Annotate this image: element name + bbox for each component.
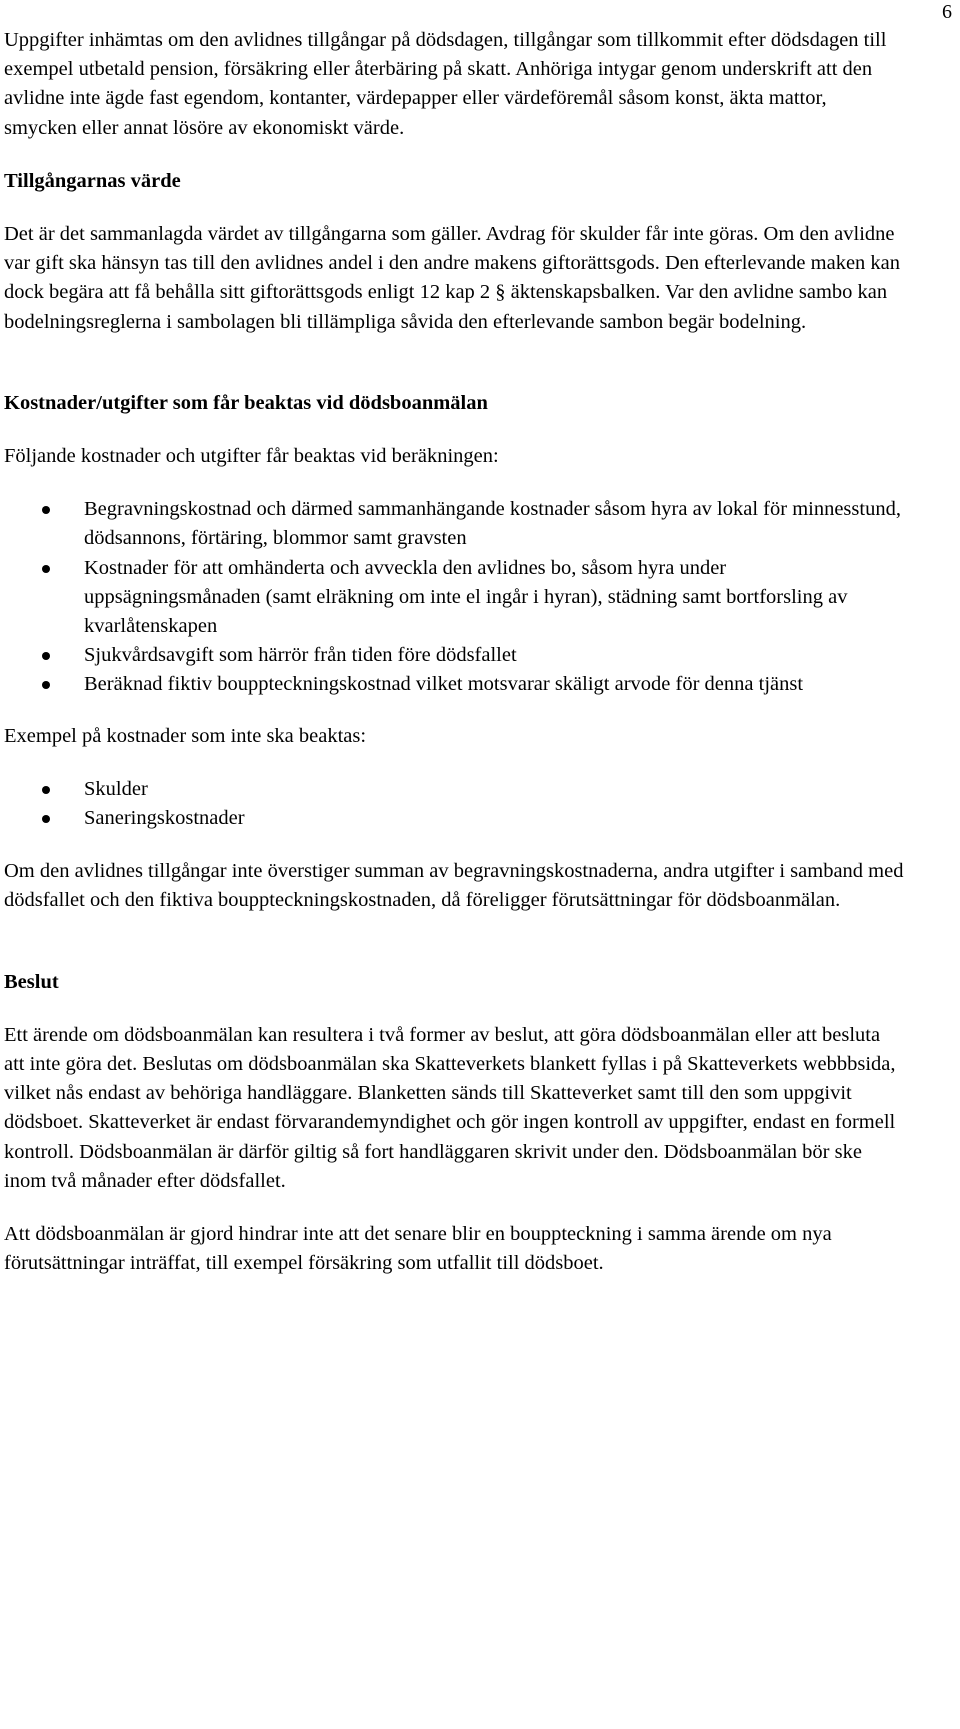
bullet-icon: [42, 786, 50, 794]
list-item-text: Kostnader för att omhänderta och avveckla den avlidnes bo, såsom hyra under uppsägningsmånaden (samt elräkning om inte el ingår i hyran), städning samt bortforsling av kvarlåtenskapen: [84, 556, 848, 638]
list-item: [4, 495, 904, 553]
examples-lead-paragraph: Exempel på kostnader som inte ska beaktas:: [4, 724, 367, 747]
bullet-icon: [42, 815, 50, 823]
allowed-costs-list: [4, 495, 904, 699]
decision-paragraph-1: Ett ärende om dödsboanmälan kan resultera i två former av beslut, att göra dödsboanmälan eller att besluta att inte göra det. Beslutas om dödsboanmälan ska Skatteverkets blankett fyllas i på Skatteverkets webbbsida, vilket nås endast av behöriga handläggare. Blanketten sänds till Skatteverket samt till den som uppgivit dödsboet. Skatteverket är endast förvarandemyndighet och gör ingen kontroll av uppgifter, endast en formell kontroll. Dödsboanmälan är därför giltig så fort handläggaren skrivit under den. Dödsboanmälan bör ske inom två månader efter dödsfallet.: [4, 1023, 896, 1192]
heading-costs: Kostnader/utgifter som får beaktas vid dödsboanmälan: [4, 391, 488, 414]
asset-value-paragraph: Det är det sammanlagda värdet av tillgångarna som gäller. Avdrag för skulder får inte göras. Om den avlidne var gift ska hänsyn tas till den avlidnes andel i den andre makens giftorättsgods. Den efterlevande maken kan dock begära att få behålla sitt giftorättsgods enligt 12 kap 2 § äktenskapsbalken. Var den avlidne sambo kan bodelningsreglerna i sambolagen bli tillämpliga såvida den efterlevande sambon begär bodelning.: [4, 223, 901, 333]
bullet-icon: [42, 565, 50, 573]
intro-paragraph: Uppgifter inhämtas om den avlidnes tillgångar på dödsdagen, tillgångar som tillkommit efter dödsdagen till exempel utbetald pension, försäkring eller återbäring på skatt. Anhöriga intygar genom underskrift att den avlidne inte ägde fast egendom, kontanter, värdepapper eller värdeföremål såsom konst, äkta mattor, smycken eller annat lösöre av ekonomiskt värde.: [4, 29, 887, 139]
page-number: 6: [942, 1, 952, 23]
list-item-text: Begravningskostnad och därmed sammanhängande kostnader såsom hyra av lokal för minnesstund, dödsannons, förtäring, blommor samt gravsten: [84, 498, 901, 550]
bullet-icon: [42, 652, 50, 660]
excluded-costs-list: [4, 775, 904, 833]
costs-lead-paragraph: Följande kostnader och utgifter får beaktas vid beräkningen:: [4, 445, 499, 468]
list-item: [4, 641, 904, 670]
list-item: [4, 804, 904, 833]
bullet-icon: [42, 681, 50, 689]
decision-paragraph-2: Att dödsboanmälan är gjord hindrar inte att det senare blir en bouppteckning i samma ärende om nya förutsättningar inträffat, till exempel försäkring som utfallit till dödsboet.: [4, 1223, 832, 1275]
list-item: [4, 775, 904, 804]
list-item: [4, 670, 904, 699]
costs-closing-paragraph: Om den avlidnes tillgångar inte överstiger summan av begravningskostnaderna, andra utgifter i samband med dödsfallet och den fiktiva bouppteckningskostnaden, då föreligger förutsättningar för dödsboanmälan.: [4, 860, 904, 912]
heading-decision: Beslut: [4, 970, 59, 993]
list-item-text: Saneringskostnader: [84, 807, 245, 830]
heading-asset-value: Tillgångarnas värde: [4, 169, 181, 192]
list-item-text: Sjukvårdsavgift som härrör från tiden före dödsfallet: [84, 644, 517, 667]
list-item-text: Beräknad fiktiv bouppteckningskostnad vilket motsvarar skäligt arvode för denna tjänst: [84, 673, 804, 696]
bullet-icon: [42, 506, 50, 514]
list-item: [4, 554, 904, 642]
list-item-text: Skulder: [84, 777, 148, 800]
page-content: [4, 26, 904, 1279]
